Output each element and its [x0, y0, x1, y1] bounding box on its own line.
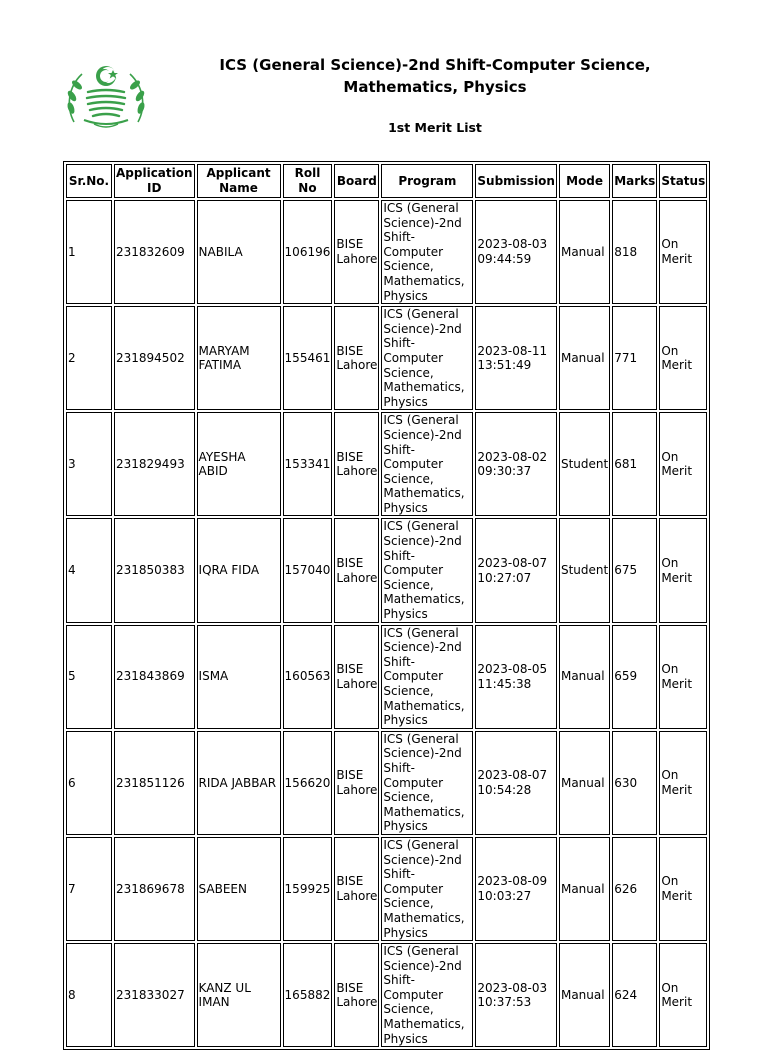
header-status: Status: [659, 164, 707, 198]
punjab-government-logo-icon: [64, 62, 148, 132]
cell-application-id: 231829493: [114, 412, 195, 516]
cell-roll-no: 153341: [283, 412, 333, 516]
cell-marks: 626: [612, 837, 657, 941]
cell-status: On Merit: [659, 412, 707, 516]
cell-mode: Student: [559, 518, 610, 622]
cell-roll-no: 157040: [283, 518, 333, 622]
header-board: Board: [334, 164, 379, 198]
cell-marks: 681: [612, 412, 657, 516]
merit-list-table: [63, 161, 710, 1050]
cell-status: On Merit: [659, 200, 707, 304]
cell-marks: 624: [612, 943, 657, 1047]
cell-board: BISE Lahore: [334, 943, 379, 1047]
cell-submission: 2023-08-07 10:27:07: [475, 518, 557, 622]
cell-program: ICS (General Science)-2nd Shift-Computer Science, Mathematics, Physics: [381, 412, 473, 516]
table-row: [66, 943, 707, 1047]
cell-applicant-name: IQRA FIDA: [197, 518, 281, 622]
cell-submission: 2023-08-11 13:51:49: [475, 306, 557, 410]
cell-submission: 2023-08-07 10:54:28: [475, 731, 557, 835]
table-header: [66, 164, 707, 198]
cell-status: On Merit: [659, 837, 707, 941]
cell-marks: 659: [612, 625, 657, 729]
cell-status: On Merit: [659, 306, 707, 410]
cell-applicant-name: MARYAM FATIMA: [197, 306, 281, 410]
cell-application-id: 231850383: [114, 518, 195, 622]
cell-roll-no: 156620: [283, 731, 333, 835]
header-marks: Marks: [612, 164, 657, 198]
cell-applicant-name: AYESHA ABID: [197, 412, 281, 516]
cell-board: BISE Lahore: [334, 625, 379, 729]
header-application-id: Application ID: [114, 164, 195, 198]
cell-applicant-name: SABEEN: [197, 837, 281, 941]
cell-roll-no: 165882: [283, 943, 333, 1047]
cell-mode: Student: [559, 412, 610, 516]
cell-submission: 2023-08-03 10:37:53: [475, 943, 557, 1047]
cell-roll-no: 160563: [283, 625, 333, 729]
cell-application-id: 231843869: [114, 625, 195, 729]
cell-marks: 630: [612, 731, 657, 835]
cell-sr-no: 7: [66, 837, 112, 941]
document-subtitle: 1st Merit List: [388, 120, 482, 135]
cell-application-id: 231833027: [114, 943, 195, 1047]
cell-board: BISE Lahore: [334, 731, 379, 835]
table-row: [66, 518, 707, 622]
cell-application-id: 231869678: [114, 837, 195, 941]
cell-mode: Manual: [559, 731, 610, 835]
document-title: ICS (General Science)-2nd Shift-Computer Science, Mathematics, Physics: [219, 56, 651, 96]
cell-applicant-name: RIDA JABBAR: [197, 731, 281, 835]
cell-program: ICS (General Science)-2nd Shift-Computer Science, Mathematics, Physics: [381, 518, 473, 622]
cell-program: ICS (General Science)-2nd Shift-Computer Science, Mathematics, Physics: [381, 943, 473, 1047]
cell-program: ICS (General Science)-2nd Shift-Computer Science, Mathematics, Physics: [381, 731, 473, 835]
header-mode: Mode: [559, 164, 610, 198]
cell-submission: 2023-08-05 11:45:38: [475, 625, 557, 729]
cell-applicant-name: KANZ UL IMAN: [197, 943, 281, 1047]
cell-roll-no: 159925: [283, 837, 333, 941]
cell-program: ICS (General Science)-2nd Shift-Computer Science, Mathematics, Physics: [381, 625, 473, 729]
cell-applicant-name: ISMA: [197, 625, 281, 729]
cell-status: On Merit: [659, 943, 707, 1047]
table-row: [66, 625, 707, 729]
cell-program: ICS (General Science)-2nd Shift-Computer Science, Mathematics, Physics: [381, 837, 473, 941]
header-applicant-name: Applicant Name: [197, 164, 281, 198]
header-row: [66, 164, 707, 198]
cell-application-id: 231851126: [114, 731, 195, 835]
header-program: Program: [381, 164, 473, 198]
table-body: [66, 200, 707, 1047]
cell-sr-no: 6: [66, 731, 112, 835]
cell-sr-no: 3: [66, 412, 112, 516]
cell-application-id: 231832609: [114, 200, 195, 304]
cell-sr-no: 4: [66, 518, 112, 622]
cell-marks: 818: [612, 200, 657, 304]
table-row: [66, 731, 707, 835]
header-roll-no: Roll No: [283, 164, 333, 198]
cell-program: ICS (General Science)-2nd Shift-Computer Science, Mathematics, Physics: [381, 200, 473, 304]
table-row: [66, 306, 707, 410]
cell-status: On Merit: [659, 731, 707, 835]
cell-board: BISE Lahore: [334, 200, 379, 304]
header-submission: Submission: [475, 164, 557, 198]
cell-mode: Manual: [559, 200, 610, 304]
cell-roll-no: 155461: [283, 306, 333, 410]
cell-sr-no: 5: [66, 625, 112, 729]
cell-marks: 675: [612, 518, 657, 622]
cell-board: BISE Lahore: [334, 518, 379, 622]
cell-submission: 2023-08-03 09:44:59: [475, 200, 557, 304]
cell-status: On Merit: [659, 518, 707, 622]
cell-sr-no: 1: [66, 200, 112, 304]
cell-program: ICS (General Science)-2nd Shift-Computer Science, Mathematics, Physics: [381, 306, 473, 410]
cell-submission: 2023-08-02 09:30:37: [475, 412, 557, 516]
cell-mode: Manual: [559, 943, 610, 1047]
cell-board: BISE Lahore: [334, 412, 379, 516]
table-row: [66, 837, 707, 941]
cell-applicant-name: NABILA: [197, 200, 281, 304]
cell-mode: Manual: [559, 306, 610, 410]
table-row: [66, 200, 707, 304]
table-row: [66, 412, 707, 516]
merit-list-table-container: [63, 161, 710, 1050]
header-sr-no: Sr.No.: [66, 164, 112, 198]
cell-submission: 2023-08-09 10:03:27: [475, 837, 557, 941]
cell-marks: 771: [612, 306, 657, 410]
cell-mode: Manual: [559, 625, 610, 729]
cell-sr-no: 2: [66, 306, 112, 410]
cell-application-id: 231894502: [114, 306, 195, 410]
cell-roll-no: 106196: [283, 200, 333, 304]
cell-board: BISE Lahore: [334, 306, 379, 410]
cell-mode: Manual: [559, 837, 610, 941]
cell-board: BISE Lahore: [334, 837, 379, 941]
cell-sr-no: 8: [66, 943, 112, 1047]
cell-status: On Merit: [659, 625, 707, 729]
